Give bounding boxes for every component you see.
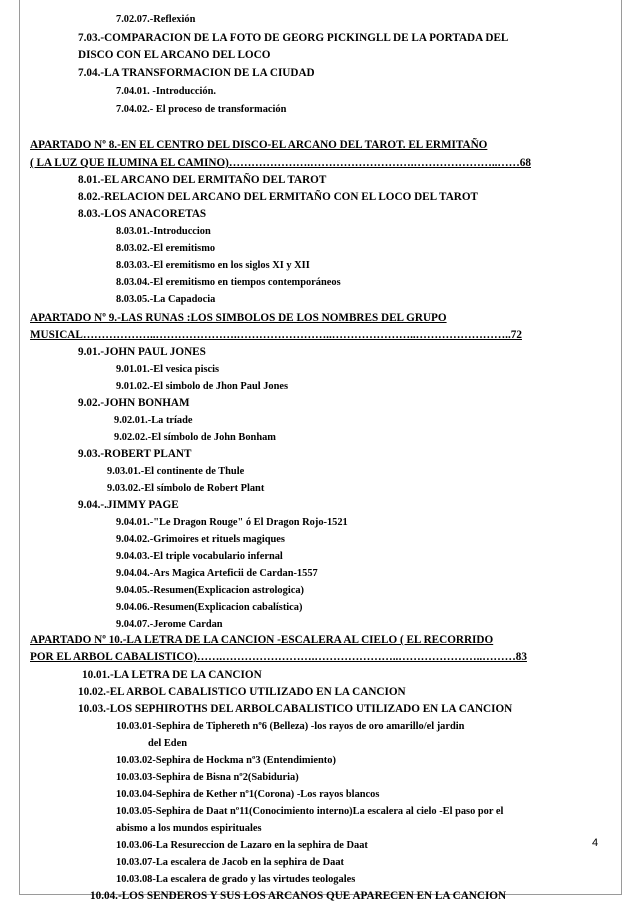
toc-entry-9-04-07: 9.04.07.-Jerome Cardan [116,619,223,630]
toc-entry-10-03-01: 10.03.01-Sephira de Tiphereth nº6 (Belleza) -los rayos de oro amarillo/el jardin [116,721,465,732]
toc-entry-10-03-06: 10.03.06-La Resureccion de Lazaro en la sephira de Daat [116,840,368,851]
toc-entry-10-03: 10.03.-LOS SEPHIROTHS DEL ARBOLCABALISTICO UTILIZADO EN LA CANCION [78,703,513,715]
toc-entry-9-01: 9.01.-JOHN PAUL JONES [78,346,206,358]
toc-entry-8-03-05: 8.03.05.-La Capadocia [116,294,216,305]
toc-entry-8-03-02: 8.03.02.-El eremitismo [116,243,216,254]
toc-entry-10-03-07: 10.03.07-La escalera de Jacob en la sephira de Daat [116,857,344,868]
toc-apartado-8-cont: ( LA LUZ QUE ILUMINA EL CAMINO)………………….……………………….…………………..……68 [30,157,531,169]
toc-entry-9-04-06: 9.04.06.-Resumen(Explicacion cabalística) [116,602,303,613]
toc-entry-9-03-01: 9.03.01.-El continente de Thule [107,466,245,477]
toc-entry-9-04-03: 9.04.03.-El triple vocabulario infernal [116,551,283,562]
toc-apartado-8: APARTADO Nº 8.-EN EL CENTRO DEL DISCO-EL ARCANO DEL TAROT. EL ERMITAÑO [30,139,488,151]
toc-entry-9-04-05: 9.04.05.-Resumen(Explicacion astrologica) [116,585,304,596]
toc-entry-10-03-01-cont: del Eden [148,738,187,749]
toc-entry-10-03-08: 10.03.08-La escalera de grado y las virtudes teologales [116,874,356,885]
toc-entry-9-02: 9.02.-JOHN BONHAM [78,397,190,409]
toc-entry-10-03-05: 10.03.05-Sephira de Daat nº11(Conocimiento interno)La escalera al cielo -El paso por el [116,806,504,817]
toc-entry-8-03-03: 8.03.03.-El eremitismo en los siglos XI y XII [116,260,310,271]
toc-entry-7-03-cont: DISCO CON EL ARCANO DEL LOCO [78,49,271,61]
toc-entry-10-04: 10.04.-LOS SENDEROS Y SUS LOS ARCANOS QUE APARECEN EN LA CANCION [90,890,507,902]
toc-entry-9-04-04: 9.04.04.-Ars Magica Arteficii de Cardan-1557 [116,568,318,579]
toc-entry-8-03-01: 8.03.01.-Introduccion [116,226,211,237]
toc-entry-7-04-02: 7.04.02.- El proceso de transformación [116,104,287,115]
toc-entry-9-02-01: 9.02.01.-La tríade [114,415,193,426]
toc-entry-9-04-02: 9.04.02.-Grimoires et rituels magiques [116,534,285,545]
toc-apartado-10: APARTADO Nº 10.-LA LETRA DE LA CANCION -ESCALERA AL CIELO ( EL RECORRIDO [30,634,494,646]
toc-apartado-10-cont: POR EL ARBOL CABALISTICO)…….…………………….…………………..…………………..………83 [30,651,527,663]
toc-entry-7-02-07: 7.02.07.-Reflexión [116,14,196,25]
toc-entry-9-01-02: 9.01.02.-El simbolo de Jhon Paul Jones [116,381,289,392]
toc-apartado-9: APARTADO Nº 9.-LAS RUNAS :LOS SIMBOLOS DE LOS NOMBRES DEL GRUPO [30,312,447,324]
page-number: 4 [592,837,599,849]
toc-apartado-9-cont: MUSICAL………………..………………….……………………..…………………..……………………..72 [30,329,522,341]
toc-entry-9-03-02: 9.03.02.-El símbolo de Robert Plant [107,483,265,494]
toc-entry-10-03-04: 10.03.04-Sephira de Kether nº1(Corona) -Los rayos blancos [116,789,380,800]
toc-entry-9-04: 9.04.-.JIMMY PAGE [78,499,179,511]
toc-entry-7-03: 7.03.-COMPARACION DE LA FOTO DE GEORG PICKINGLL DE LA PORTADA DEL [78,32,509,44]
toc-entry-10-03-05-cont: abismo a los mundos espirituales [116,823,262,834]
toc-entry-9-03: 9.03.-ROBERT PLANT [78,448,192,460]
toc-entry-10-03-02: 10.03.02-Sephira de Hockma nº3 (Entendimiento) [116,755,336,766]
toc-entry-9-04-01: 9.04.01.-"Le Dragon Rouge" ó El Dragon Rojo-1521 [116,517,348,528]
toc-entry-8-02: 8.02.-RELACION DEL ARCANO DEL ERMITAÑO CON EL LOCO DEL TAROT [78,191,479,203]
toc-entry-10-03-03: 10.03.03-Sephira de Bisna nº2(Sabiduria) [116,772,299,783]
toc-entry-8-01: 8.01.-EL ARCANO DEL ERMITAÑO DEL TAROT [78,174,327,186]
toc-entry-7-04: 7.04.-LA TRANSFORMACION DE LA CIUDAD [78,67,315,79]
toc-entry-9-02-02: 9.02.02.-El símbolo de John Bonham [114,432,276,443]
toc-entry-8-03-04: 8.03.04.-El eremitismo en tiempos contemporáneos [116,277,341,288]
toc-entry-9-01-01: 9.01.01.-El vesica piscis [116,364,220,375]
toc-entry-8-03: 8.03.-LOS ANACORETAS [78,208,207,220]
toc-entry-10-01: 10.01.-LA LETRA DE LA CANCION [82,669,262,681]
toc-entry-10-02: 10.02.-EL ARBOL CABALISTICO UTILIZADO EN LA CANCION [78,686,406,698]
toc-entry-7-04-01: 7.04.01. -Introducción. [116,86,216,97]
